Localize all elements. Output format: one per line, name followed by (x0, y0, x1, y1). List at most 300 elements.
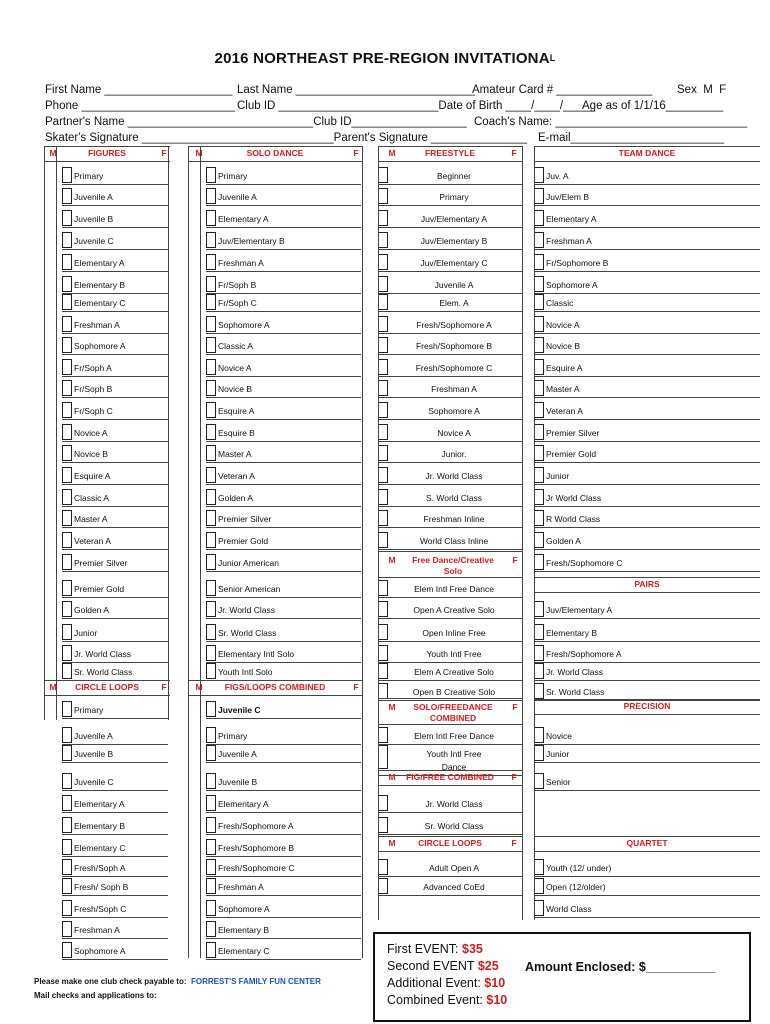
row-rule (206, 397, 361, 398)
row-rule (206, 484, 361, 485)
checkbox[interactable] (206, 359, 216, 375)
checkbox[interactable] (62, 359, 72, 375)
pairs-item: Fresh/Sophomore A (546, 649, 622, 659)
row-rule (378, 333, 522, 334)
checkbox[interactable] (206, 942, 216, 958)
team-dance-item: Esquire A (546, 363, 583, 373)
checkbox[interactable] (206, 337, 216, 353)
precision-header: PRECISION (623, 701, 671, 711)
checkbox[interactable] (534, 624, 544, 640)
row-rule (378, 641, 522, 642)
male-label: M (388, 555, 396, 565)
female-label: F (353, 148, 359, 158)
first-name-field[interactable]: First Name ____________________ (45, 84, 233, 96)
figures-item: Primary (74, 171, 104, 181)
pairs-item: Jr. World Class (546, 667, 603, 677)
row-rule (534, 333, 760, 334)
checkbox[interactable] (62, 921, 72, 937)
checkbox[interactable] (62, 554, 72, 570)
freestyle-item: Freshman A (431, 384, 477, 394)
row-rule (206, 293, 361, 294)
checkbox[interactable] (534, 859, 544, 875)
signatures-field[interactable]: Skater's Signature ______________________________Parent's Signature _______________ (45, 132, 528, 144)
circle-loops-2-item: Adult Open A (428, 863, 480, 873)
checkbox[interactable] (206, 167, 216, 183)
female-label: F (512, 555, 518, 565)
checkbox[interactable] (206, 795, 216, 811)
team-dance-item: Classic (546, 298, 574, 308)
checkbox[interactable] (62, 232, 72, 248)
phone-field[interactable]: Phone ________________________ (45, 100, 235, 112)
quartet-item: World Class (546, 904, 592, 914)
row-rule (62, 959, 168, 960)
checkbox[interactable] (534, 337, 544, 353)
checkbox[interactable] (62, 773, 72, 789)
checkbox[interactable] (206, 294, 216, 310)
figures-item: Veteran A (74, 536, 111, 546)
checkbox[interactable] (534, 532, 544, 548)
free-dance-item: Elem Intl Free Dance (414, 584, 494, 594)
checkbox[interactable] (206, 510, 216, 526)
row-rule (62, 812, 168, 813)
checkbox[interactable] (62, 254, 72, 270)
row-rule (62, 506, 168, 507)
checkbox[interactable] (206, 645, 216, 661)
checkbox[interactable] (62, 878, 72, 894)
figures-item: Sr. World Class (74, 667, 133, 677)
pairs-item: Sr. World Class (546, 687, 605, 697)
column-rule (44, 146, 45, 720)
checkbox[interactable] (62, 276, 72, 292)
row-rule (206, 856, 361, 857)
email-field[interactable]: E-mail________________________ (538, 132, 725, 144)
header-rule-top (378, 551, 522, 552)
checkbox[interactable] (206, 276, 216, 292)
fig-free-item: Sr. World Class (424, 821, 484, 831)
checkbox[interactable] (534, 489, 544, 505)
checkbox[interactable] (206, 900, 216, 916)
solo-dance-item: Senior American (218, 584, 281, 594)
checkbox[interactable] (62, 402, 72, 418)
fee-second: Second EVENT $25 (387, 959, 499, 973)
amount-enclosed[interactable]: Amount Enclosed: $__________ (525, 960, 716, 974)
figs-loops-item: Fresh/Sophomore A (218, 821, 294, 831)
circle-loops-item: Fresh/ Soph B (74, 882, 129, 892)
checkbox[interactable] (534, 167, 544, 183)
header-rule-bottom (378, 724, 522, 725)
precision-item: Senior (546, 777, 571, 787)
checkbox[interactable] (62, 188, 72, 204)
row-rule (206, 718, 361, 719)
row-rule (62, 917, 168, 918)
row-rule (206, 527, 361, 528)
checkbox[interactable] (206, 210, 216, 226)
column-rule (56, 146, 57, 720)
checkbox[interactable] (206, 878, 216, 894)
team-dance-item: Novice B (546, 341, 581, 351)
row-rule (206, 762, 361, 763)
column-rule (362, 146, 363, 958)
checkbox[interactable] (534, 878, 544, 894)
team-dance-item: Junior (546, 471, 570, 481)
checkbox[interactable] (62, 337, 72, 353)
checkbox[interactable] (206, 232, 216, 248)
figs-loops-item: Elementary B (218, 925, 270, 935)
free-dance-item: Open B Creative Solo (412, 687, 496, 697)
row-rule (206, 184, 361, 185)
solo-dance-item: Fr/Soph C (218, 298, 257, 308)
row-rule (534, 744, 760, 745)
checkbox[interactable] (534, 554, 544, 570)
row-rule (206, 895, 361, 896)
header-rule-bottom (534, 161, 760, 162)
checkbox[interactable] (62, 727, 72, 743)
male-label: M (388, 148, 396, 158)
checkbox[interactable] (62, 467, 72, 483)
checkbox[interactable] (62, 601, 72, 617)
circle-loops-2-header: CIRCLE LOOPS (418, 838, 482, 848)
team-dance-item: Juv/Elem B (546, 192, 589, 202)
row-rule (206, 662, 361, 663)
checkbox[interactable] (206, 445, 216, 461)
row-rule (534, 571, 760, 572)
row-rule (206, 549, 361, 550)
solo-dance-item: Master A (218, 449, 252, 459)
team-dance-item: Novice A (546, 320, 580, 330)
checkbox[interactable] (62, 645, 72, 661)
male-label: M (388, 838, 396, 848)
solo-dance-item: Juvenile A (218, 192, 257, 202)
figures-item: Jr. World Class (74, 649, 131, 659)
female-label: F (511, 772, 517, 782)
checkbox[interactable] (534, 745, 544, 761)
row-rule (206, 205, 361, 206)
figs-loops-item: Sophomore A (218, 904, 270, 914)
team-dance-item: Freshman A (546, 236, 592, 246)
checkbox[interactable] (62, 701, 72, 717)
checkbox[interactable] (534, 900, 544, 916)
row-rule (378, 680, 522, 681)
figures-item: Fr/Soph C (74, 406, 113, 416)
checkbox[interactable] (206, 859, 216, 875)
checkbox[interactable] (206, 727, 216, 743)
checkbox[interactable] (62, 859, 72, 875)
solo-dance-item: Juv/Elementary B (218, 236, 285, 246)
checkbox[interactable] (534, 380, 544, 396)
checkbox[interactable] (206, 402, 216, 418)
freestyle-item: Fresh/Sophomore B (415, 341, 493, 351)
freestyle-item: Juvenile A (434, 280, 474, 290)
checkbox[interactable] (206, 701, 216, 717)
checkbox[interactable] (62, 510, 72, 526)
freestyle-item: World Class Inline (419, 536, 489, 546)
row-rule (378, 700, 522, 701)
female-label: F (512, 702, 518, 712)
checkbox[interactable] (534, 601, 544, 617)
freestyle-item: Juv/Elementary C (420, 258, 488, 268)
solo-dance-item: Fr/Soph B (218, 280, 257, 290)
checkbox[interactable] (62, 380, 72, 396)
row-rule (534, 271, 760, 272)
checkbox[interactable] (534, 316, 544, 332)
solo-dance-item: Junior American (218, 558, 279, 568)
figs-loops-item: Juvenile A (218, 749, 257, 759)
solo-dance-item: Elementary Intl Solo (218, 649, 295, 659)
checkbox[interactable] (62, 839, 72, 855)
checkbox[interactable] (534, 210, 544, 226)
row-rule (378, 812, 522, 813)
checkbox[interactable] (62, 316, 72, 332)
checkbox[interactable] (534, 188, 544, 204)
row-rule (378, 227, 522, 228)
pairs-item: Juv/Elementary A (546, 605, 613, 615)
row-rule (534, 527, 760, 528)
team-dance-item: Jr World Class (546, 493, 602, 503)
row-rule (206, 959, 361, 960)
circle-loops-item: Juvenile B (74, 749, 114, 759)
checkbox[interactable] (206, 467, 216, 483)
row-rule (62, 597, 168, 598)
checkbox[interactable] (206, 817, 216, 833)
row-rule (206, 227, 361, 228)
row-rule (534, 618, 760, 619)
checkbox[interactable] (206, 554, 216, 570)
row-rule (378, 549, 522, 550)
row-rule (206, 271, 361, 272)
checkbox[interactable] (534, 645, 544, 661)
solo-dance-item: Esquire A (218, 406, 255, 416)
precision-item: Novice (546, 731, 572, 741)
solo-dance-header: SOLO DANCE (246, 148, 304, 158)
row-rule (378, 895, 522, 896)
checkbox[interactable] (62, 445, 72, 461)
checkbox[interactable] (62, 745, 72, 761)
fig-free-item: Jr. World Class (425, 799, 483, 809)
checkbox[interactable] (62, 942, 72, 958)
age-field[interactable]: Age as of 1/1/16_________ (582, 100, 724, 112)
checkbox[interactable] (206, 254, 216, 270)
freestyle-item: S. World Class (425, 493, 483, 503)
checkbox[interactable] (534, 727, 544, 743)
checkbox[interactable] (206, 580, 216, 596)
row-rule (378, 876, 522, 877)
team-dance-item: Veteran A (546, 406, 583, 416)
circle-loops-2-item: Advanced CoEd (423, 882, 485, 892)
checkbox[interactable] (534, 683, 544, 699)
checkbox[interactable] (206, 773, 216, 789)
checkbox[interactable] (62, 424, 72, 440)
figures-item: Classic A (74, 493, 109, 503)
amateur-card-field[interactable]: Amateur Card # _______________ (472, 84, 653, 96)
header-rule-top (44, 146, 170, 147)
solo-freedance-item: Elem Intl Free Dance (414, 731, 494, 741)
solo-dance-item: Classic A (218, 341, 253, 351)
row-rule (206, 812, 361, 813)
circle-loops-item: Primary (74, 705, 104, 715)
row-rule (62, 354, 168, 355)
solo-dance-item: Primary (218, 171, 248, 181)
checkbox[interactable] (62, 167, 72, 183)
checkbox[interactable] (534, 445, 544, 461)
circle-loops-header: CIRCLE LOOPS (75, 682, 139, 692)
row-rule (378, 397, 522, 398)
checkbox[interactable] (534, 663, 544, 679)
checkbox[interactable] (62, 900, 72, 916)
checkbox[interactable] (206, 839, 216, 855)
row-rule (378, 184, 522, 185)
partner-club-field[interactable]: Partner's Name _____________________________Club ID__________________ (45, 116, 467, 128)
freestyle-item: Elem. A (439, 298, 469, 308)
checkbox[interactable] (206, 489, 216, 505)
row-rule (534, 462, 760, 463)
circle-loops-item: Juvenile A (74, 731, 113, 741)
free-dance-header: Free Dance/Creative (412, 555, 494, 565)
solo-dance-item: Sophomore A (218, 320, 270, 330)
row-rule (206, 441, 361, 442)
row-rule (62, 419, 168, 420)
checkbox[interactable] (534, 467, 544, 483)
checkbox[interactable] (206, 380, 216, 396)
checkbox[interactable] (62, 817, 72, 833)
row-rule (62, 834, 168, 835)
row-rule (534, 762, 760, 763)
checkbox[interactable] (206, 424, 216, 440)
checkbox[interactable] (534, 276, 544, 292)
freestyle-item: Freshman Inline (423, 514, 485, 524)
checkbox[interactable] (534, 294, 544, 310)
row-rule (206, 311, 361, 312)
solo-dance-item: Jr. World Class (218, 605, 275, 615)
circle-loops-item: Fresh/Soph A (74, 863, 126, 873)
form-title: 2016 NORTHEAST PRE-REGION INVITATIONAL (214, 50, 556, 67)
row-rule (206, 571, 361, 572)
checkbox[interactable] (534, 359, 544, 375)
female-label: F (353, 682, 359, 692)
checkbox[interactable] (206, 921, 216, 937)
free-dance-item: Open Inline Free (422, 628, 486, 638)
quartet-header: QUARTET (626, 838, 668, 848)
row-rule (206, 790, 361, 791)
solo-dance-item: Novice A (218, 363, 252, 373)
solo-dance-item: Veteran A (218, 471, 255, 481)
row-rule (534, 484, 760, 485)
row-rule (534, 311, 760, 312)
row-rule (534, 293, 760, 294)
row-rule (206, 333, 361, 334)
checkbox[interactable] (62, 795, 72, 811)
figures-item: Premier Silver (74, 558, 128, 568)
checkbox[interactable] (206, 188, 216, 204)
figures-item: Golden A (74, 605, 109, 615)
row-rule (206, 938, 361, 939)
row-rule (534, 790, 760, 791)
male-label: M (49, 682, 57, 692)
checkbox[interactable] (62, 624, 72, 640)
checkbox[interactable] (206, 663, 216, 679)
row-rule (378, 271, 522, 272)
sex-field[interactable]: Sex M F (677, 84, 727, 96)
row-rule (62, 662, 168, 663)
checkbox[interactable] (206, 745, 216, 761)
checkbox[interactable] (206, 624, 216, 640)
row-rule (534, 506, 760, 507)
row-rule (62, 441, 168, 442)
figs-loops-item: Freshman A (218, 882, 264, 892)
row-rule (378, 462, 522, 463)
checkbox[interactable] (534, 402, 544, 418)
row-rule (534, 354, 760, 355)
club-id-dob-field[interactable]: Club ID _________________________Date of Birth ____/____/_____ (237, 100, 596, 112)
team-dance-item: Premier Gold (546, 449, 597, 459)
fee-combined: Combined Event: $10 (387, 993, 508, 1007)
figures-item: Fr/Soph B (74, 384, 113, 394)
row-rule (62, 376, 168, 377)
row-rule (378, 293, 522, 294)
row-rule (62, 397, 168, 398)
female-label: F (161, 148, 167, 158)
row-rule (206, 249, 361, 250)
header-rule-top (378, 698, 522, 699)
checkbox[interactable] (206, 601, 216, 617)
header-rule-top (44, 680, 170, 681)
row-rule (378, 618, 522, 619)
figures-header: FIGURES (88, 148, 126, 158)
coach-field[interactable]: Coach's Name: ______________________________ (474, 116, 748, 128)
row-rule (206, 506, 361, 507)
row-rule (534, 184, 760, 185)
row-rule (534, 917, 760, 918)
circle-loops-item: Freshman A (74, 925, 120, 935)
freestyle-item: Fresh/Sophomore C (415, 363, 493, 373)
checkbox[interactable] (206, 532, 216, 548)
pairs-header: PAIRS (634, 579, 660, 589)
checkbox[interactable] (534, 232, 544, 248)
male-label: M (388, 702, 396, 712)
header-rule-bottom (378, 161, 522, 162)
checkbox[interactable] (534, 254, 544, 270)
quartet-item: Open (12/older) (546, 882, 606, 892)
header-rule-bottom (188, 161, 362, 162)
checkbox[interactable] (62, 663, 72, 679)
free-dance-item: Elem A Creative Solo (414, 667, 494, 677)
checkbox[interactable] (534, 773, 544, 789)
checkbox[interactable] (206, 316, 216, 332)
checkbox[interactable] (62, 210, 72, 226)
solo-dance-item: Elementary A (218, 214, 269, 224)
checkbox[interactable] (62, 489, 72, 505)
male-label: M (195, 682, 203, 692)
freestyle-item: Jr. World Class (425, 471, 483, 481)
figs-loops-item: Fresh/Sophomore C (218, 863, 295, 873)
row-rule (62, 184, 168, 185)
last-name-field[interactable]: Last Name ____________________________ (237, 84, 475, 96)
checkbox[interactable] (62, 580, 72, 596)
row-rule (206, 618, 361, 619)
checkbox[interactable] (62, 532, 72, 548)
row-rule (534, 227, 760, 228)
row-rule (534, 895, 760, 896)
freestyle-item: Sophomore A (428, 406, 480, 416)
checkbox[interactable] (534, 510, 544, 526)
checkbox[interactable] (534, 424, 544, 440)
column-rule (200, 146, 201, 958)
checkbox[interactable] (62, 294, 72, 310)
row-rule (378, 506, 522, 507)
freestyle-item: Fresh/Sophomore A (416, 320, 492, 330)
team-dance-item: Fresh/Sophomore C (546, 558, 623, 568)
row-rule (534, 376, 760, 377)
check-note: Please make one club check payable to: FORREST'S FAMILY FUN CENTER (34, 977, 321, 986)
